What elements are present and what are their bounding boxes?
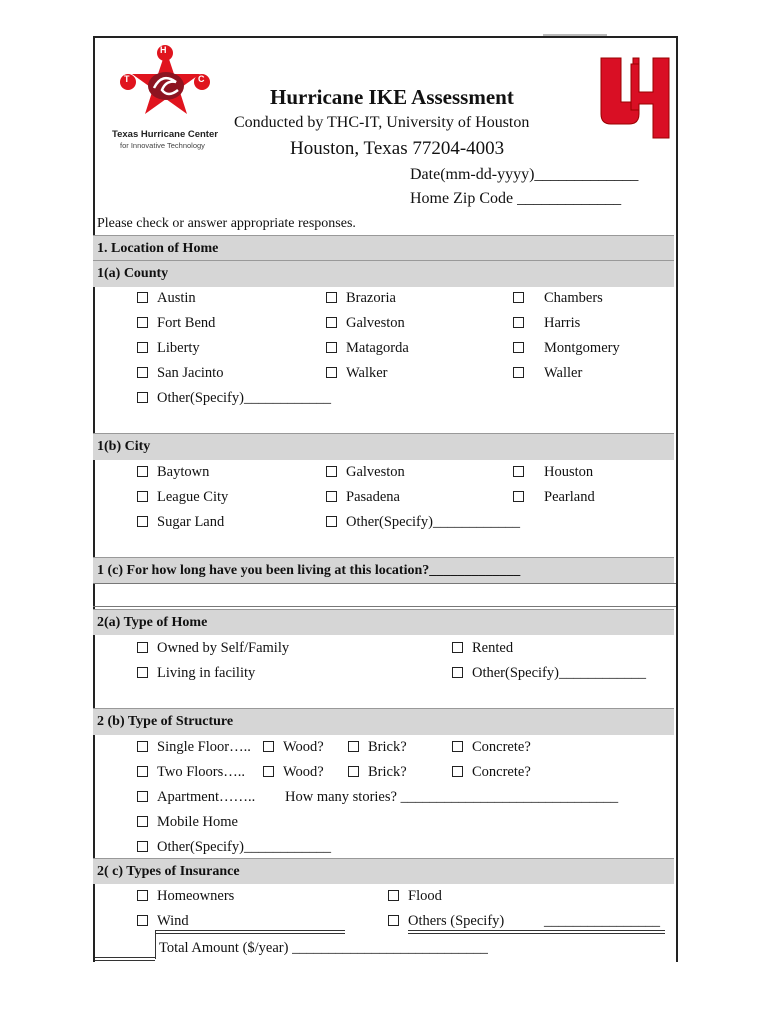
single-wood[interactable]	[263, 738, 324, 756]
checkbox[interactable]	[137, 367, 148, 378]
checkbox[interactable]	[513, 491, 524, 502]
option-label: Living in facility	[157, 665, 256, 681]
checkbox[interactable]	[513, 367, 524, 378]
county-austin[interactable]	[137, 289, 196, 307]
option-label: Other(Specify)____________	[472, 665, 646, 681]
option-label: Harris	[544, 315, 581, 331]
checkbox[interactable]	[137, 392, 148, 403]
logo-letter-h: H	[160, 45, 167, 55]
option-label: Other(Specify)____________	[157, 390, 331, 406]
structure-mobile-home[interactable]	[137, 813, 238, 831]
structure-two-floors[interactable]	[137, 763, 245, 781]
county-matagorda[interactable]	[326, 339, 409, 357]
option-label: Concrete?	[472, 739, 531, 755]
double-rule-right	[408, 930, 665, 934]
option-label: Wood?	[283, 764, 324, 780]
city-pasadena[interactable]	[326, 488, 400, 506]
option-label: Montgomery	[544, 340, 620, 356]
logo-letter-c: C	[198, 74, 205, 84]
option-label: Single Floor…..	[157, 739, 251, 755]
checkbox[interactable]	[137, 516, 148, 527]
option-label: Brazoria	[346, 290, 396, 306]
checkbox[interactable]	[137, 890, 148, 901]
option-label: Chambers	[544, 290, 603, 306]
frame-top-accent	[543, 34, 607, 36]
double-rule-bottom-left	[95, 957, 155, 961]
double-rule-left	[155, 930, 345, 934]
checkbox[interactable]	[326, 367, 337, 378]
checkbox[interactable]	[326, 491, 337, 502]
checkbox[interactable]	[137, 466, 148, 477]
home-type-header	[93, 609, 674, 635]
option-label: Houston	[544, 464, 594, 480]
home-rented[interactable]	[452, 639, 513, 657]
checkbox[interactable]	[326, 342, 337, 353]
county-harris[interactable]	[513, 314, 580, 332]
checkbox[interactable]	[326, 292, 337, 303]
checkbox[interactable]	[137, 292, 148, 303]
county-walker[interactable]	[326, 364, 388, 382]
checkbox[interactable]	[388, 915, 399, 926]
checkbox[interactable]	[137, 491, 148, 502]
option-label: Walker	[346, 365, 388, 381]
checkbox[interactable]	[137, 741, 148, 752]
structure-header	[93, 708, 674, 735]
checkbox[interactable]	[137, 642, 148, 653]
city-baytown[interactable]	[137, 463, 209, 481]
checkbox[interactable]	[137, 816, 148, 827]
checkbox[interactable]	[326, 516, 337, 527]
single-brick[interactable]	[348, 738, 407, 756]
county-montgomery[interactable]	[513, 339, 620, 357]
insurance-others[interactable]	[388, 912, 504, 930]
section-location-title: 1. Location of Home	[97, 241, 219, 256]
checkbox[interactable]	[137, 317, 148, 328]
option-label: Other(Specify)____________	[346, 514, 520, 530]
checkbox[interactable]	[326, 317, 337, 328]
logo-org-name: Texas Hurricane Center	[112, 129, 218, 140]
structure-single-floor[interactable]	[137, 738, 251, 756]
vertical-rule	[155, 930, 156, 959]
county-chambers[interactable]	[513, 289, 603, 307]
option-label: Austin	[157, 290, 196, 306]
structure-apartment[interactable]	[137, 788, 255, 806]
checkbox[interactable]	[452, 741, 463, 752]
divider	[93, 583, 676, 584]
insurance-homeowners[interactable]	[137, 887, 234, 905]
option-label: Others (Specify)	[408, 913, 505, 929]
checkbox[interactable]	[388, 890, 399, 901]
checkbox[interactable]	[513, 466, 524, 477]
option-label: San Jacinto	[157, 365, 224, 381]
home-other[interactable]	[452, 664, 646, 682]
stories-question[interactable]: How many stories? ______________________________	[285, 789, 619, 805]
duration-question	[93, 557, 674, 584]
county-fort-bend[interactable]	[137, 314, 215, 332]
option-label: Other(Specify)____________	[157, 839, 331, 855]
option-label: Pasadena	[346, 489, 400, 505]
city-title: 1(b) City	[97, 439, 151, 454]
option-label: Galveston	[346, 464, 405, 480]
option-label: Concrete?	[472, 764, 531, 780]
county-san-jacinto[interactable]	[137, 364, 223, 382]
insurance-title: 2( c) Types of Insurance	[97, 864, 240, 879]
option-label: Mobile Home	[157, 814, 238, 830]
checkbox[interactable]	[348, 741, 359, 752]
structure-other[interactable]	[137, 838, 331, 856]
county-brazoria[interactable]	[326, 289, 396, 307]
option-label: Apartment……..	[157, 789, 256, 805]
checkbox[interactable]	[513, 317, 524, 328]
structure-title: 2 (b) Type of Structure	[97, 714, 234, 729]
checkbox[interactable]	[326, 466, 337, 477]
zip-field[interactable]: Home Zip Code _____________	[410, 190, 622, 207]
checkbox[interactable]	[137, 841, 148, 852]
county-liberty[interactable]	[137, 339, 200, 357]
checkbox[interactable]	[137, 766, 148, 777]
option-label: Liberty	[157, 340, 200, 356]
city-pearland[interactable]	[513, 488, 595, 506]
insurance-header	[93, 858, 674, 884]
option-label: Homeowners	[157, 888, 235, 904]
checkbox[interactable]	[137, 667, 148, 678]
option-label: Pearland	[544, 489, 595, 505]
total-amount-field[interactable]: Total Amount ($/year) ___________________________	[159, 940, 488, 956]
checkbox[interactable]	[263, 766, 274, 777]
checkbox[interactable]	[137, 915, 148, 926]
option-label: Wind	[157, 913, 189, 929]
county-title: 1(a) County	[97, 266, 169, 281]
county-galveston[interactable]	[326, 314, 405, 332]
two-concrete[interactable]	[452, 763, 531, 781]
city-other[interactable]	[326, 513, 520, 531]
city-galveston[interactable]	[326, 463, 405, 481]
county-other[interactable]	[137, 389, 331, 407]
uh-logo	[587, 44, 671, 150]
city-houston[interactable]	[513, 463, 593, 481]
checkbox[interactable]	[452, 667, 463, 678]
page-location: Houston, Texas 77204-4003	[290, 138, 505, 159]
checkbox[interactable]	[137, 791, 148, 802]
home-type-title: 2(a) Type of Home	[97, 615, 208, 630]
city-sugar-land[interactable]	[137, 513, 224, 531]
home-facility[interactable]	[137, 664, 255, 682]
option-label: Fort Bend	[157, 315, 216, 331]
insurance-flood[interactable]	[388, 887, 442, 905]
checkbox[interactable]	[348, 766, 359, 777]
checkbox[interactable]	[263, 741, 274, 752]
logo-org-sub: for Innovative Technology	[120, 141, 205, 150]
duration-question-text[interactable]: 1 (c) For how long have you been living at this location?_____________	[97, 563, 521, 578]
option-label: League City	[157, 489, 229, 505]
county-header	[93, 260, 674, 287]
thc-logo	[98, 42, 234, 156]
option-label: Brick?	[368, 764, 407, 780]
option-label: Galveston	[346, 315, 405, 331]
option-label: Matagorda	[346, 340, 409, 356]
checkbox[interactable]	[452, 766, 463, 777]
insurance-others-blank[interactable]: ________________	[544, 913, 660, 929]
instructions: Please check or answer appropriate responses.	[97, 216, 356, 231]
two-wood[interactable]	[263, 763, 324, 781]
option-label: Flood	[408, 888, 442, 904]
page-subtitle: Conducted by THC-IT, University of Houston	[234, 114, 530, 131]
insurance-wind[interactable]	[137, 912, 189, 930]
checkbox[interactable]	[137, 342, 148, 353]
option-label: Sugar Land	[157, 514, 225, 530]
option-label: Two Floors…..	[157, 764, 246, 780]
option-label: Waller	[544, 365, 583, 381]
section-location-header	[93, 235, 674, 261]
logo-letter-t: T	[124, 74, 130, 84]
option-label: Baytown	[157, 464, 210, 480]
uh-logo-text	[587, 44, 588, 45]
checkbox[interactable]	[513, 342, 524, 353]
checkbox[interactable]	[513, 292, 524, 303]
option-label: Rented	[472, 640, 514, 656]
city-league-city[interactable]	[137, 488, 228, 506]
city-header	[93, 433, 674, 460]
page-title: Hurricane IKE Assessment	[270, 85, 514, 109]
option-label: Wood?	[283, 739, 324, 755]
date-field[interactable]: Date(mm-dd-yyyy)_____________	[410, 166, 639, 183]
single-concrete[interactable]	[452, 738, 531, 756]
home-owned[interactable]	[137, 639, 289, 657]
two-brick[interactable]	[348, 763, 407, 781]
divider	[93, 606, 676, 607]
option-label: Owned by Self/Family	[157, 640, 290, 656]
option-label: Brick?	[368, 739, 407, 755]
checkbox[interactable]	[452, 642, 463, 653]
uh-logo-icon	[587, 44, 671, 150]
county-waller[interactable]	[513, 364, 582, 382]
